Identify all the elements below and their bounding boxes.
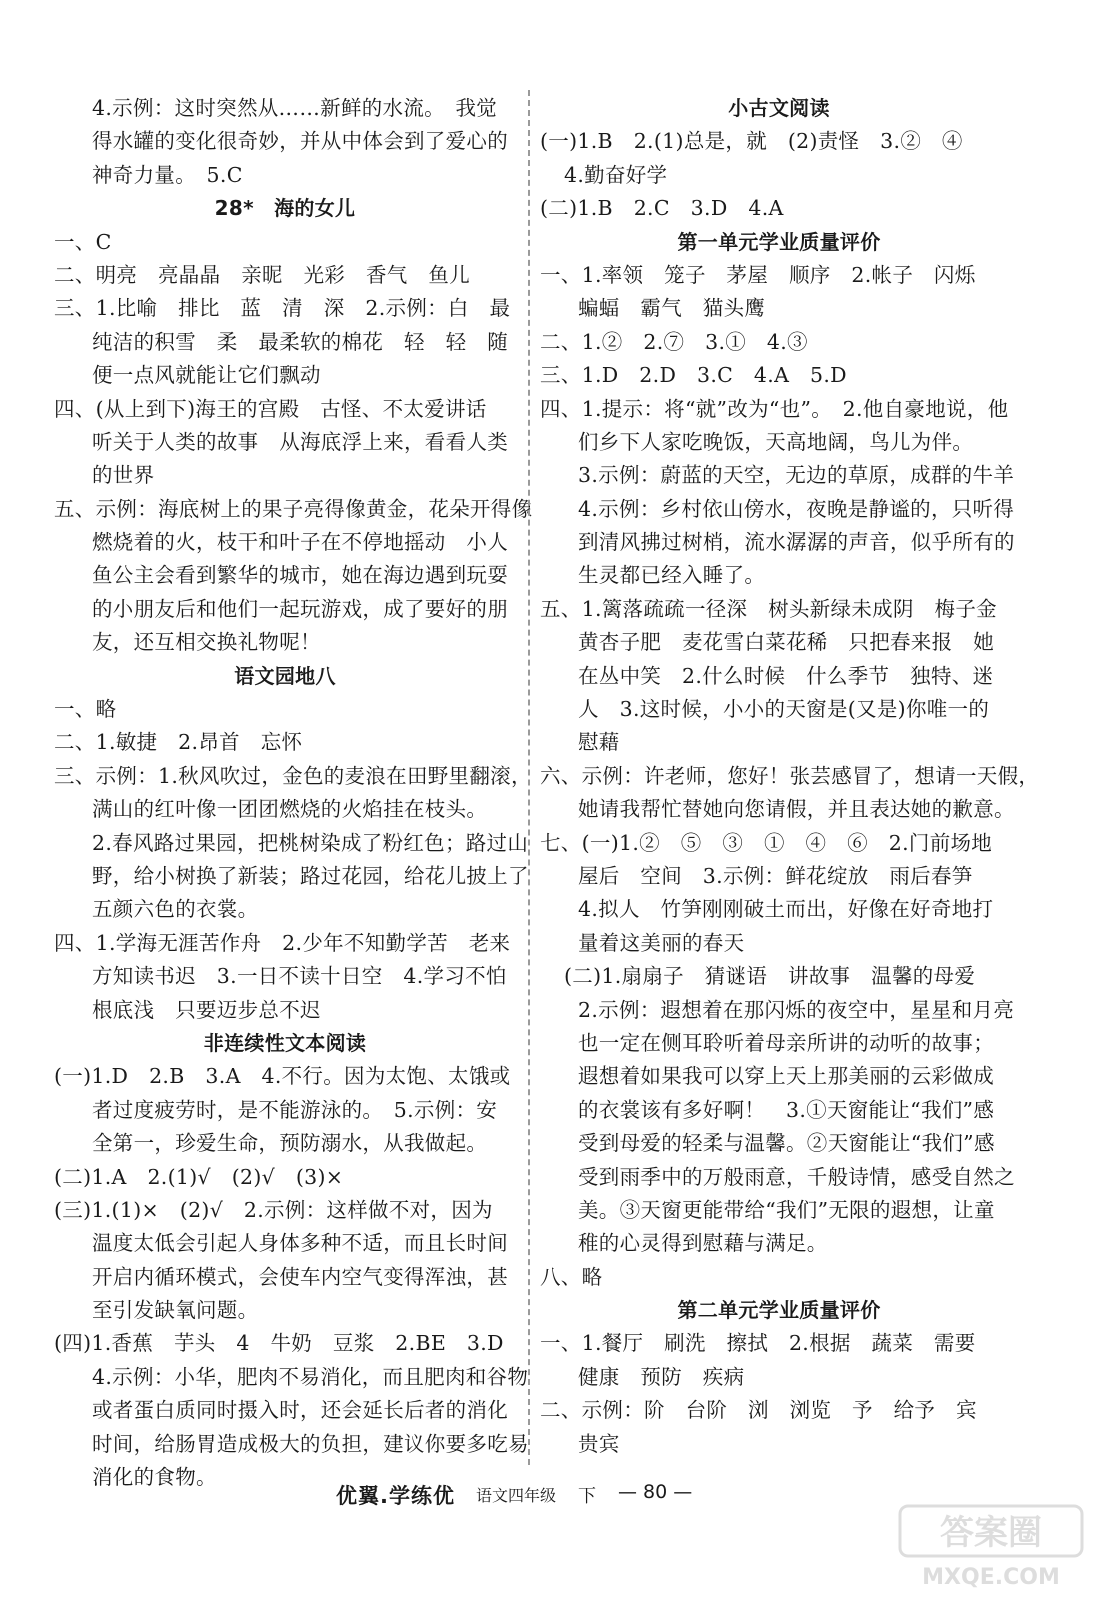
watermark-url: MXQE.COM xyxy=(922,1565,1060,1590)
answer-line: 一、略 xyxy=(54,697,117,722)
answer-line: 二、明亮 亮晶晶 亲昵 光彩 香气 鱼儿 xyxy=(54,262,470,287)
answer-line: 四、1.提示：将“就”改为“也”。 2.他自豪地说，他 xyxy=(540,396,1009,421)
answer-line: 4.示例：乡村依山傍水，夜晚是静谧的，只听得 xyxy=(578,496,1015,521)
section-title: 小古文阅读 xyxy=(728,96,830,120)
answer-line: 遐想着如果我可以穿上天上那美丽的云彩做成 xyxy=(578,1064,994,1089)
answer-line: 她请我帮忙替她向您请假，并且表达她的歉意。 xyxy=(578,797,1015,822)
answer-line: 五、1.篱落疏疏一径深 树头新绿未成阴 梅子金 xyxy=(540,596,997,621)
answer-line: 根底浅 只要迈步总不迟 xyxy=(92,997,321,1022)
answer-line: 全第一，珍爱生命，预防溺水，从我做起。 xyxy=(92,1131,488,1156)
answer-line: 二、示例：阶 台阶 浏 浏览 予 给予 宾 xyxy=(540,1398,977,1423)
answer-line: 鱼公主会看到繁华的城市，她在海边遇到玩耍 xyxy=(92,563,508,588)
answer-line: 二、1.② 2.⑦ 3.① 4.③ xyxy=(540,329,808,354)
answer-line: 野，给小树换了新装；路过花园，给花儿披上了 xyxy=(92,863,529,888)
answer-line: 开启内循环模式，会使车内空气变得浑浊，甚 xyxy=(92,1264,508,1289)
watermark-text: 答案圈 xyxy=(940,1513,1042,1553)
answer-line: 三、1.D 2.D 3.C 4.A 5.D xyxy=(540,363,847,388)
answer-line: 方知读书迟 3.一日不读十日空 4.学习不怕 xyxy=(92,964,507,989)
answer-line: (二)1.扇扇子 猜谜语 讲故事 温馨的母爱 xyxy=(564,964,976,989)
answer-line: 一、1.率领 笼子 茅屋 顺序 2.帐子 闪烁 xyxy=(540,262,976,287)
answer-line: 燃烧着的火，枝干和叶子在不停地摇动 小人 xyxy=(92,530,508,555)
answer-line: 蝙蝠 霸气 猫头鹰 xyxy=(578,296,766,321)
answer-line: 人 3.这时候，小小的天窗是(又是)你唯一的 xyxy=(578,697,990,722)
section-title: 语文园地八 xyxy=(234,663,336,688)
answer-line: 到清风拂过树梢，流水潺潺的声音，似乎所有的 xyxy=(578,530,1015,555)
answer-line: 便一点风就能让它们飘动 xyxy=(92,363,321,388)
footer-subject: 语文四年级 xyxy=(476,1486,557,1505)
answer-line: 屋后 空间 3.示例：鲜花绽放 雨后春笋 xyxy=(578,863,973,888)
section-title: 第一单元学业质量评价 xyxy=(677,229,881,254)
answer-line: (二)1.B 2.C 3.D 4.A xyxy=(540,196,784,221)
answer-line: 黄杏子肥 麦花雪白菜花稀 只把春来报 她 xyxy=(578,630,994,655)
answer-line: 4.勤奋好学 xyxy=(564,162,668,187)
page-number: — 80 — xyxy=(618,1481,693,1503)
answer-line: 4.拟人 竹笋刚刚破土而出，好像在好奇地打 xyxy=(578,897,994,922)
answer-line: 生灵都已经入睡了。 xyxy=(578,563,766,588)
answer-line: 纯洁的积雪 柔 最柔软的棉花 轻 轻 随 xyxy=(92,329,508,354)
footer-brand: 优翼.学练优 xyxy=(336,1484,455,1508)
answer-line: 在丛中笑 2.什么时候 什么季节 独特、迷 xyxy=(578,663,994,688)
column-divider xyxy=(528,90,530,1465)
section-title: 第二单元学业质量评价 xyxy=(677,1298,881,1323)
answer-line: 稚的心灵得到慰藉与满足。 xyxy=(578,1231,828,1256)
answer-line: (一)1.B 2.(1)总是，就 (2)责怪 3.② ④ xyxy=(540,129,963,154)
section-title: 28* 海的女儿 xyxy=(214,196,356,221)
answer-line: 三、示例：1.秋风吹过，金色的麦浪在田野里翻滚， xyxy=(54,763,532,788)
answer-line: 量着这美丽的春天 xyxy=(578,930,745,955)
answer-line: 友，还互相交换礼物呢！ xyxy=(92,630,321,655)
answer-line: (一)1.D 2.B 3.A 4.不行。因为太饱、太饿或 xyxy=(54,1064,511,1089)
section-title: 非连续性文本阅读 xyxy=(203,1030,367,1055)
answer-line: 五颜六色的衣裳。 xyxy=(92,897,259,922)
answer-line: 一、1.餐厅 刷洗 擦拭 2.根据 蔬菜 需要 xyxy=(540,1331,976,1356)
answer-line: 受到母爱的轻柔与温馨。②天窗能让“我们”感 xyxy=(578,1131,995,1156)
answer-line: 三、1.比喻 排比 蓝 清 深 2.示例：白 最 xyxy=(54,296,511,321)
answer-line: (二)1.A 2.(1)√ (2)√ (3)× xyxy=(54,1164,344,1189)
answer-line: 贵宾 xyxy=(578,1431,620,1456)
answer-line: 听关于人类的故事 从海底浮上来，看看人类 xyxy=(92,429,508,454)
answer-line: 受到雨季中的万般雨意，千般诗情，感受自然之 xyxy=(578,1164,1015,1189)
answer-line: 们乡下人家吃晚饭，天高地阔，鸟儿为伴。 xyxy=(578,429,974,454)
left-column xyxy=(54,92,533,1494)
answer-line: 的衣裳该有多好啊！ 3.①天窗能让“我们”感 xyxy=(578,1097,995,1122)
answer-line: 的世界 xyxy=(92,463,155,488)
answer-line: 温度太低会引起人身体多种不适，而且长时间 xyxy=(92,1231,508,1256)
answer-line: 八、略 xyxy=(540,1264,603,1289)
answer-line: 时间，给肠胃造成极大的负担，建议你要多吃易 xyxy=(92,1431,529,1456)
answer-line: (三)1.(1)× (2)√ 2.示例：这样做不对，因为 xyxy=(54,1197,493,1222)
answer-line: 消化的食物。 xyxy=(92,1465,217,1490)
answer-line: 神奇力量。 5.C xyxy=(92,162,243,187)
watermark-logo xyxy=(896,1500,1086,1596)
answer-line: 慰藉 xyxy=(578,730,620,755)
answer-line: 六、示例：许老师，您好！张芸感冒了，想请一天假， xyxy=(540,763,1040,788)
answer-line: 一、C xyxy=(54,229,112,254)
answer-line: 的小朋友后和他们一起玩游戏，成了要好的朋 xyxy=(92,596,508,621)
answer-line: (四)1.香蕉 芋头 4 牛奶 豆浆 2.BE 3.D xyxy=(54,1331,504,1356)
answer-line: 四、(从上到下)海王的宫殿 古怪、不太爱讲话 xyxy=(54,396,487,421)
answer-line: 4.示例：这时突然从……新鲜的水流。 我觉 xyxy=(92,96,498,120)
right-column xyxy=(540,92,1040,1461)
answer-line: 七、(一)1.② ⑤ ③ ① ④ ⑥ 2.门前场地 xyxy=(540,830,993,855)
answer-line: 满山的红叶像一团团燃烧的火焰挂在枝头。 xyxy=(92,797,488,822)
answer-line: 4.示例：小华，肥肉不易消化，而且肥肉和谷物 xyxy=(92,1364,529,1389)
answer-line: 者过度疲劳时，是不能游泳的。 5.示例：安 xyxy=(92,1097,498,1122)
answer-line: 也一定在侧耳聆听着母亲所讲的动听的故事； xyxy=(578,1030,994,1055)
answer-line: 得水罐的变化很奇妙，并从中体会到了爱心的 xyxy=(92,129,508,154)
answer-line: 二、1.敏捷 2.昂首 忘怀 xyxy=(54,730,303,755)
answer-line: 3.示例：蔚蓝的天空，无边的草原，成群的牛羊 xyxy=(578,463,1015,488)
answer-line: 四、1.学海无涯苦作舟 2.少年不知勤学苦 老来 xyxy=(54,930,511,955)
answer-line: 2.春风路过果园，把桃树染成了粉红色；路过山 xyxy=(92,830,529,855)
answer-line: 或者蛋白质同时摄入时，还会延长后者的消化 xyxy=(92,1398,508,1423)
answer-line: 健康 预防 疾病 xyxy=(578,1364,745,1389)
answer-line: 五、示例：海底树上的果子亮得像黄金，花朵开得像 xyxy=(54,496,533,521)
answer-line: 美。③天窗更能带给“我们”无限的遐想，让童 xyxy=(578,1197,995,1222)
footer-term: 下 xyxy=(578,1486,596,1507)
answer-line: 2.示例：遐想着在那闪烁的夜空中，星星和月亮 xyxy=(578,997,1015,1022)
answer-line: 至引发缺氧问题。 xyxy=(92,1298,259,1323)
